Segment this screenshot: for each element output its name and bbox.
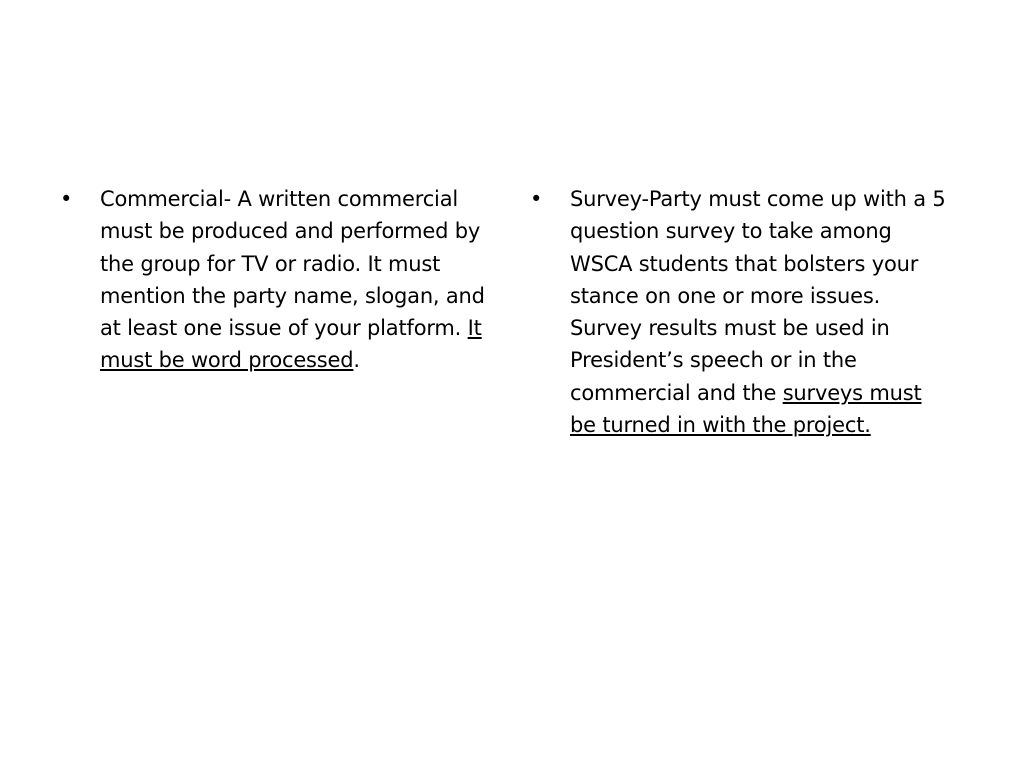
survey-underlined-text: surveys must be turned in with the project. [570, 380, 922, 438]
commercial-text: Commercial- A written commercial must be produced and performed by the group for TV or radio. It must mention the party name, slogan, and at least one issue of your platform. [100, 187, 485, 341]
bullet-item-survey [530, 183, 950, 441]
survey-text: Survey-Party must come up with a 5 question survey to take among WSCA students that bolsters your stance on one or more issues. Survey results must be used in President’s speech or in the commercial and the [570, 187, 946, 405]
left-column [60, 183, 490, 377]
bullet-marker: • [60, 187, 73, 211]
commercial-underlined-text: It must be word processed [100, 316, 482, 373]
right-column [530, 183, 950, 441]
bullet-marker: • [530, 187, 543, 211]
commercial-text-end: . [353, 348, 360, 373]
bullet-item-commercial [60, 183, 490, 377]
